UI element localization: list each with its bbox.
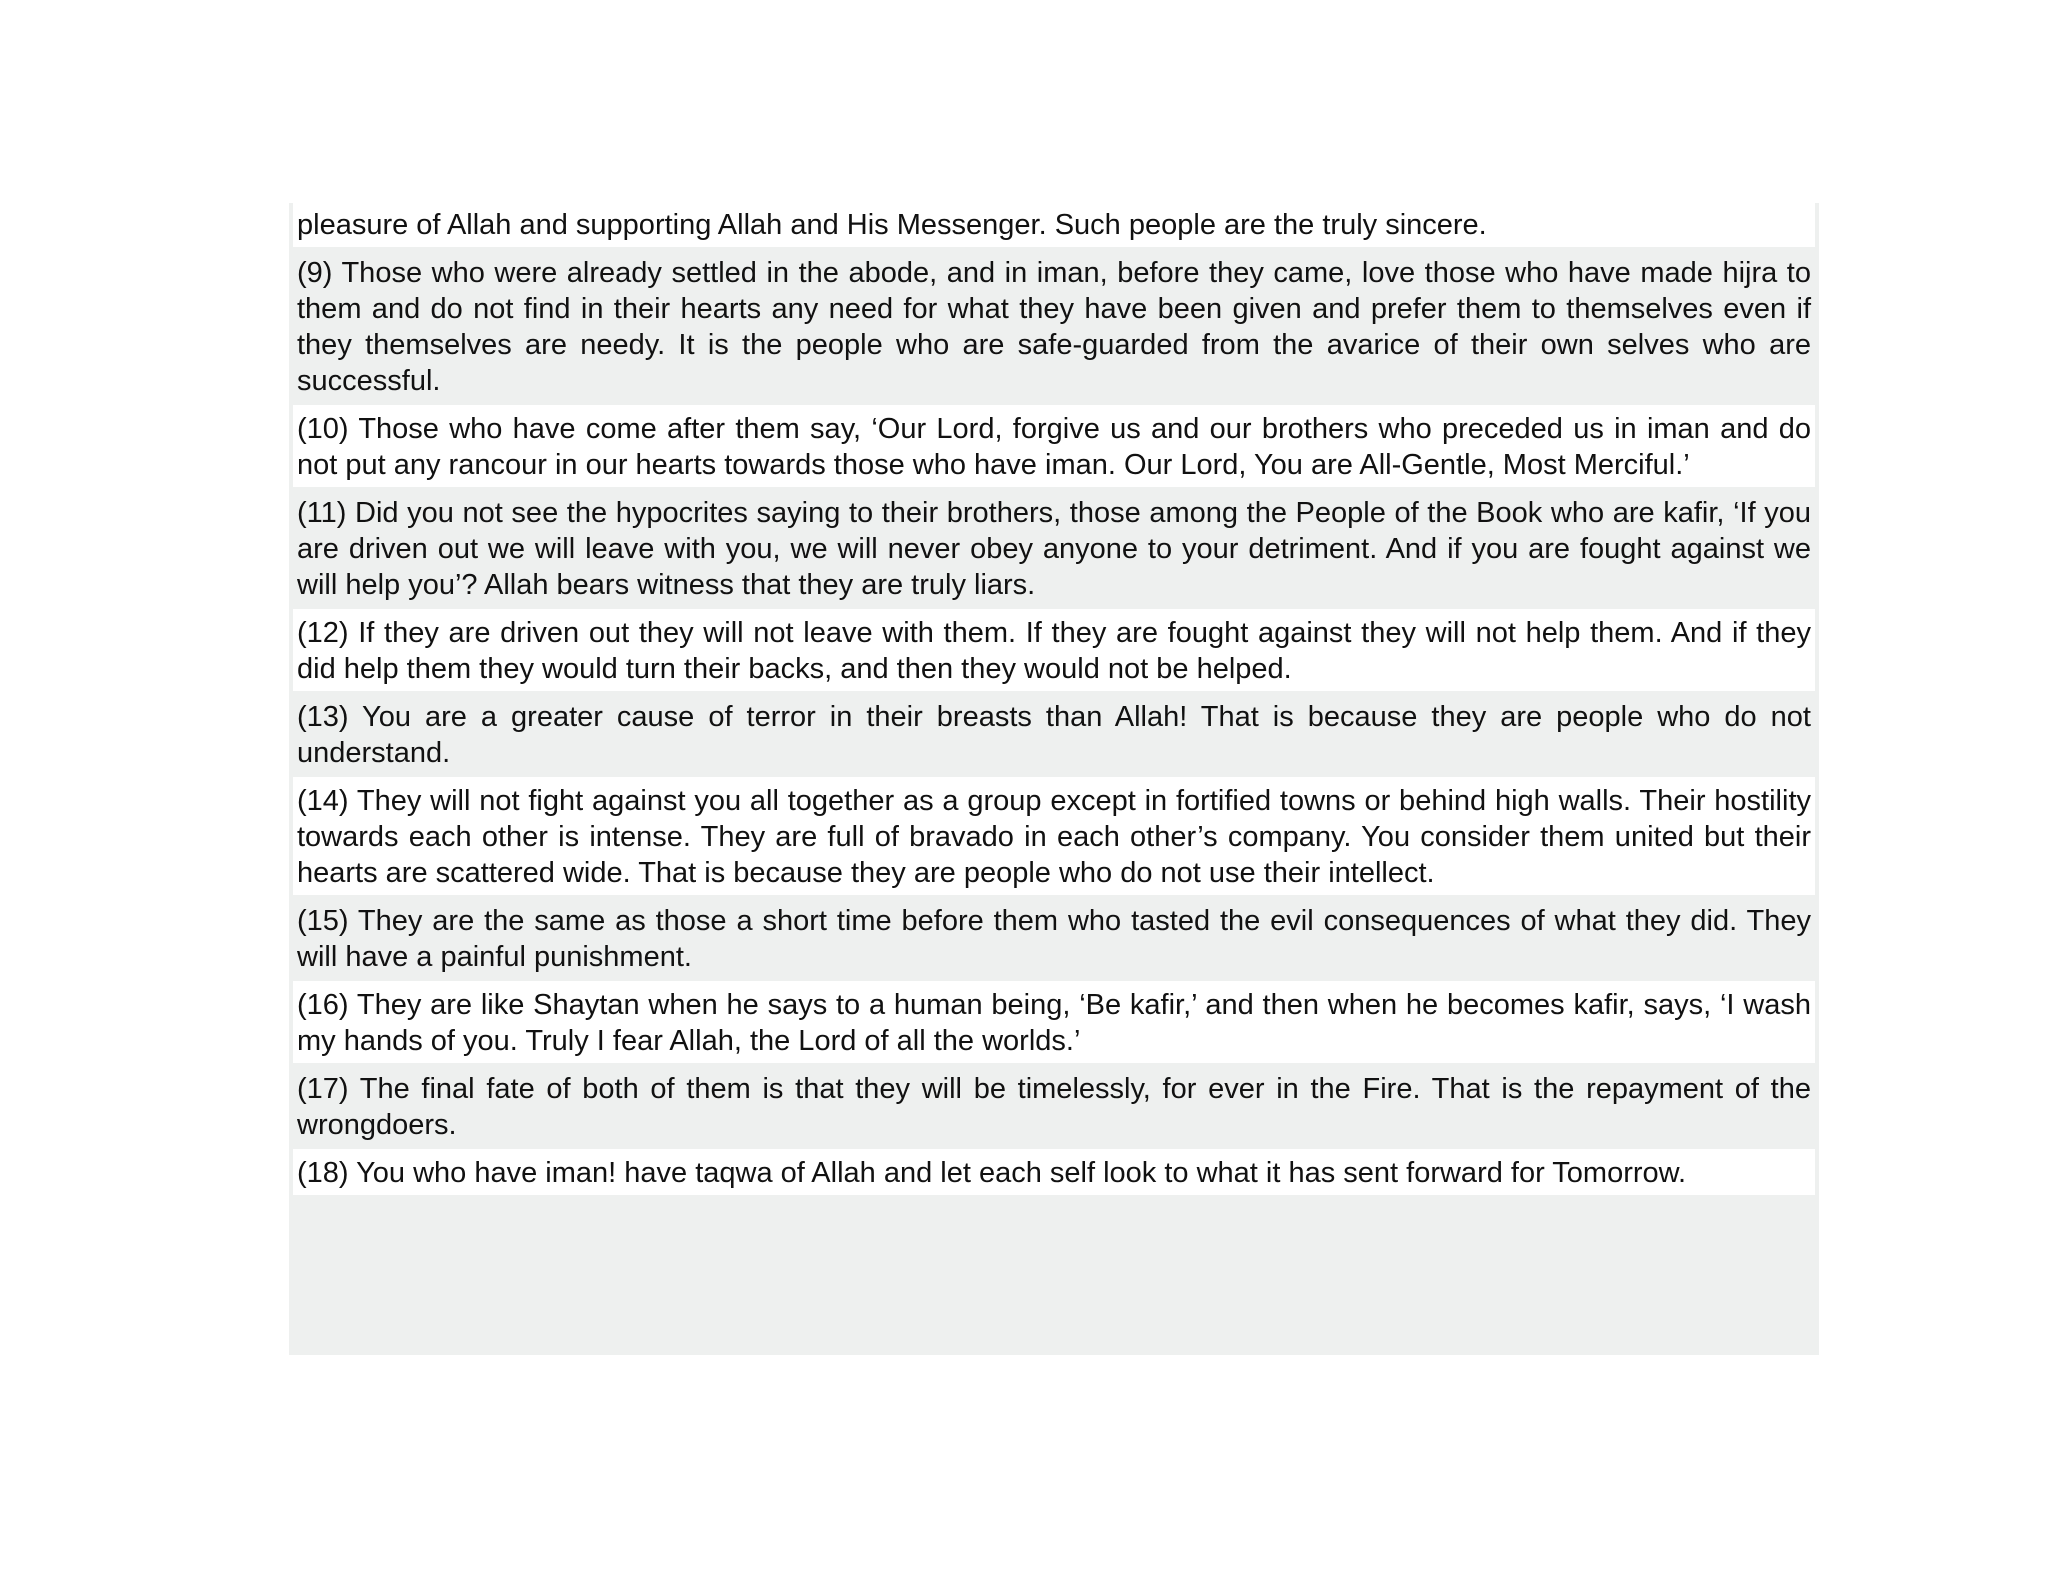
verse-block-16: (16) They are like Shaytan when he says to a human being, ‘Be kafir,’ and then when he becomes kafir, says, ‘I wash my hands of you. Truly I fear Allah, the Lord of all the worlds.’	[293, 981, 1815, 1063]
verse-block-15: (15) They are the same as those a short time before them who tasted the evil consequences of what they did. They will have a painful punishment.	[293, 897, 1815, 979]
verse-block-13: (13) You are a greater cause of terror in their breasts than Allah! That is because they are people who do not understand.	[293, 693, 1815, 775]
document-page	[289, 203, 1819, 1355]
verse-block-8-continuation: pleasure of Allah and supporting Allah and His Messenger. Such people are the truly sincere.	[293, 203, 1815, 247]
verse-block-17: (17) The final fate of both of them is that they will be timelessly, for ever in the Fire. That is the repayment of the wrongdoers.	[293, 1065, 1815, 1147]
verse-block-14: (14) They will not fight against you all together as a group except in fortified towns or behind high walls. Their hostility towards each other is intense. They are full of bravado in each other’s company. You consider them united but their hearts are scattered wide. That is because they are people who do not use their intellect.	[293, 777, 1815, 895]
verse-block-11: (11) Did you not see the hypocrites saying to their brothers, those among the People of the Book who are kafir, ‘If you are driven out we will leave with you, we will never obey anyone to your detriment. And if you are fought against we will help you’? Allah bears witness that they are truly liars.	[293, 489, 1815, 607]
verse-block-9: (9) Those who were already settled in the abode, and in iman, before they came, love those who have made hijra to them and do not find in their hearts any need for what they have been given and prefer them to themselves even if they themselves are needy. It is the people who are safe-guarded from the avarice of their own selves who are successful.	[293, 249, 1815, 403]
verse-block-18: (18) You who have iman! have taqwa of Allah and let each self look to what it has sent forward for Tomorrow.	[293, 1149, 1815, 1195]
verse-block-12: (12) If they are driven out they will not leave with them. If they are fought against they will not help them. And if they did help them they would turn their backs, and then they would not be helped.	[293, 609, 1815, 691]
verse-block-10: (10) Those who have come after them say, ‘Our Lord, forgive us and our brothers who preceded us in iman and do not put any rancour in our hearts towards those who have iman. Our Lord, You are All-Gentle, Most Merciful.’	[293, 405, 1815, 487]
